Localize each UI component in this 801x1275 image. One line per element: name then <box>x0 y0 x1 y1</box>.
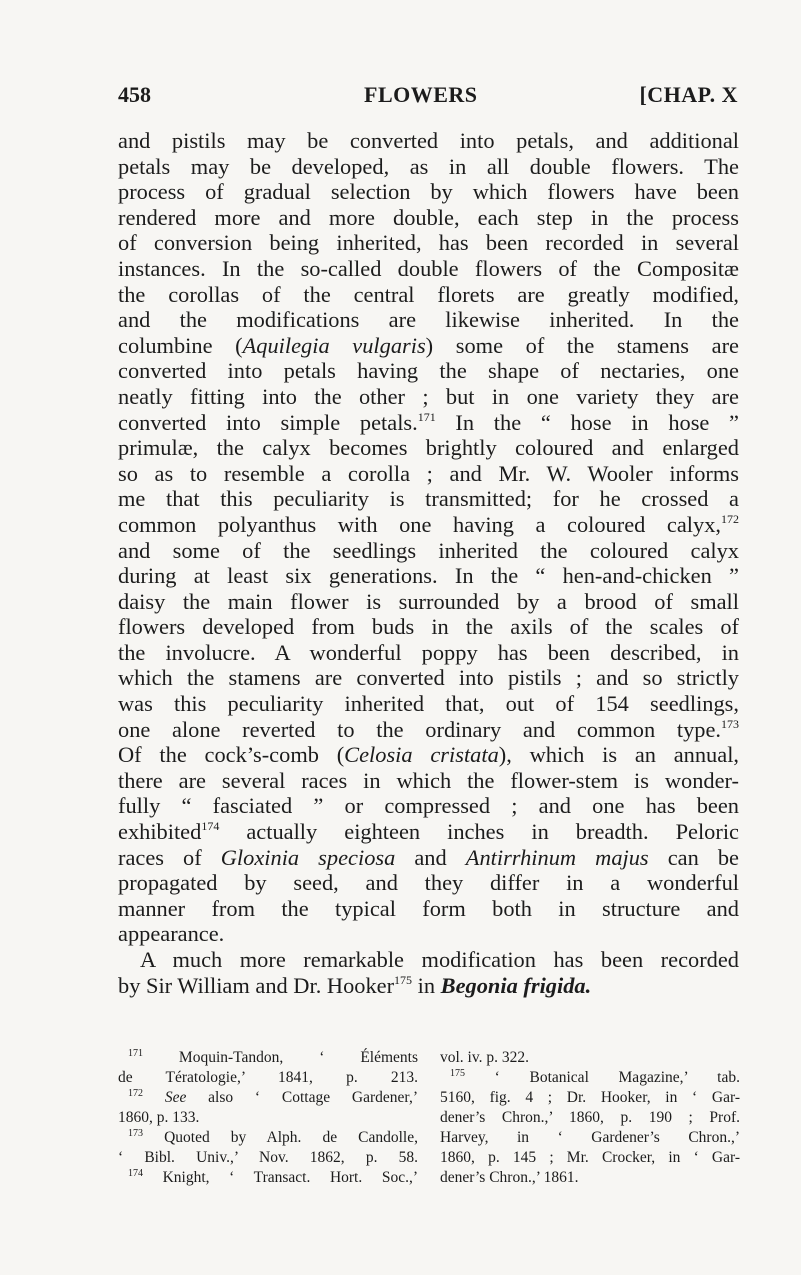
text-line <box>118 742 739 768</box>
text-span: In the “ hose in hose ” <box>435 409 739 435</box>
text-span: exhibited <box>118 819 202 845</box>
text-line: so as to resemble a corolla ; and Mr. W. Wooler informs <box>118 460 739 486</box>
text-line <box>118 333 739 359</box>
text-line: instances. In the so-called double flowers of the Compositæ <box>118 255 739 281</box>
text-line <box>118 845 739 871</box>
text-span: Knight, ‘ Transact. Hort. Soc.,’ <box>143 1169 418 1186</box>
text-line: the corollas of the central florets are greatly modified, <box>118 281 739 307</box>
running-header <box>118 82 738 112</box>
text-line: the involucre. A wonderful poppy has been described, in <box>118 639 739 665</box>
footnote-line: Harvey, in ‘ Gardener’s Chron.,’ <box>440 1129 740 1146</box>
chapter-label: [CHAP. X <box>639 82 738 107</box>
text-span: actually eighteen inches in breadth. Peloric <box>219 819 739 845</box>
footnote-line: dener’s Chron.,’ 1860, p. 190 ; Prof. <box>440 1109 740 1126</box>
text-span: common polyanthus with one having a coloured calyx, <box>118 511 721 537</box>
page-number: 458 <box>118 82 151 107</box>
text-line: primulæ, the calyx becomes brightly coloured and enlarged <box>118 435 739 461</box>
text-line: manner from the typical form both in structure and <box>118 895 739 921</box>
text-line: me that this peculiarity is transmitted; for he crossed a <box>118 486 739 512</box>
text-span: and <box>395 844 466 870</box>
text-line: A much more remarkable modification has been recorded <box>140 947 739 972</box>
text-span: by Sir William and Dr. Hooker <box>118 972 395 998</box>
footnote-line <box>118 1048 418 1068</box>
footnote-line <box>118 1168 418 1188</box>
footnote-ref: 174 <box>201 819 220 834</box>
footnote-number: 172 <box>128 1088 143 1099</box>
text-line: converted into petals having the shape of nectaries, one <box>118 358 739 384</box>
footnote-number: 175 <box>450 1068 465 1079</box>
footnote-line: 1860, p. 145 ; Mr. Crocker, in ‘ Gar- <box>440 1149 740 1166</box>
text-line: neatly fitting into the other ; but in one variety they are <box>118 383 739 409</box>
text-line <box>118 512 739 538</box>
footnote-line: de Tératologie,’ 1841, p. 213. <box>118 1069 418 1086</box>
footnote-line: 5160, fig. 4 ; Dr. Hooker, in ‘ Gar- <box>440 1089 740 1106</box>
text-line: there are several races in which the flower-stem is wonder- <box>118 767 739 793</box>
text-line: process of gradual selection by which flowers have been <box>118 179 739 205</box>
text-line: petals may be developed, as in all double flowers. The <box>118 153 739 179</box>
text-line: propagated by seed, and they differ in a wonderful <box>118 870 739 896</box>
text-line: rendered more and more double, each step in the process <box>118 204 739 230</box>
species-name: Antirrhinum majus <box>465 844 649 870</box>
text-span: Of the cock’s-comb ( <box>118 742 345 768</box>
text-line: flowers developed from buds in the axils of the scales of <box>118 614 739 640</box>
text-line: was this peculiarity inherited that, out of 154 seedlings, <box>118 691 739 717</box>
text-line: and the modifications are likewise inherited. In the <box>118 307 739 333</box>
species-name: Aquilegia vulgaris <box>242 332 426 358</box>
footnote-line <box>440 1068 740 1088</box>
text-span: ‘ Botanical Magazine,’ tab. <box>465 1069 740 1086</box>
footnote-number: 173 <box>128 1128 143 1139</box>
text-span: in <box>412 972 441 998</box>
text-line <box>118 410 739 436</box>
footnote-number: 174 <box>128 1168 143 1179</box>
footnote-line: ‘ Bibl. Univ.,’ Nov. 1862, p. 58. <box>118 1149 418 1166</box>
text-line: daisy the main flower is surrounded by a brood of small <box>118 588 739 614</box>
species-name: Celosia cristata <box>344 742 499 768</box>
text-line <box>118 973 739 999</box>
text-span: one alone reverted to the ordinary and common type. <box>118 716 721 742</box>
text-line: and pistils may be converted into petals, and additional <box>118 128 739 153</box>
text-span: races of <box>118 844 221 870</box>
footnote-ref: 173 <box>721 716 739 731</box>
footnote-ref: 175 <box>394 972 413 987</box>
text-span: can be <box>648 844 739 870</box>
text-span: also ‘ Cottage Gardener,’ <box>186 1089 418 1106</box>
footnote-line <box>118 1128 418 1148</box>
footnote-ref: 171 <box>417 409 436 424</box>
footnotes-right <box>440 1048 740 1188</box>
running-title: FLOWERS <box>364 82 478 107</box>
text-line: which the stamens are converted into pistils ; and so strictly <box>118 665 739 691</box>
text-line: of conversion being inherited, has been recorded in several <box>118 230 739 256</box>
species-name: Gloxinia speciosa <box>220 844 396 870</box>
text-line: fully “ fasciated ” or compressed ; and one has been <box>118 793 739 819</box>
text-span: Quoted by Alph. de Candolle, <box>143 1129 418 1146</box>
text-line: and some of the seedlings inherited the coloured calyx <box>118 537 739 563</box>
footnote-number: 171 <box>128 1048 143 1059</box>
text-span: See <box>143 1089 187 1106</box>
text-line: during at least six generations. In the “ hen-and-chicken ” <box>118 563 739 589</box>
species-name: Begonia frigida. <box>440 972 592 998</box>
footnote-ref: 172 <box>721 511 739 526</box>
footnote-line: 1860, p. 133. <box>118 1109 200 1126</box>
footnotes-left <box>118 1048 418 1188</box>
footnote-line <box>118 1088 418 1108</box>
text-line <box>118 819 739 845</box>
text-span: ) some of the stamens are <box>425 332 739 358</box>
body-text <box>118 128 739 998</box>
text-line <box>118 717 739 743</box>
text-span: converted into simple petals. <box>118 409 418 435</box>
footnote-line: dener’s Chron.,’ 1861. <box>440 1169 579 1186</box>
text-span: Moquin-Tandon, ‘ Éléments <box>143 1049 418 1066</box>
text-line: appearance. <box>118 921 225 947</box>
text-span: ), which is an annual, <box>498 742 740 768</box>
footnote-line: vol. iv. p. 322. <box>440 1049 529 1066</box>
text-span: columbine ( <box>118 332 243 358</box>
